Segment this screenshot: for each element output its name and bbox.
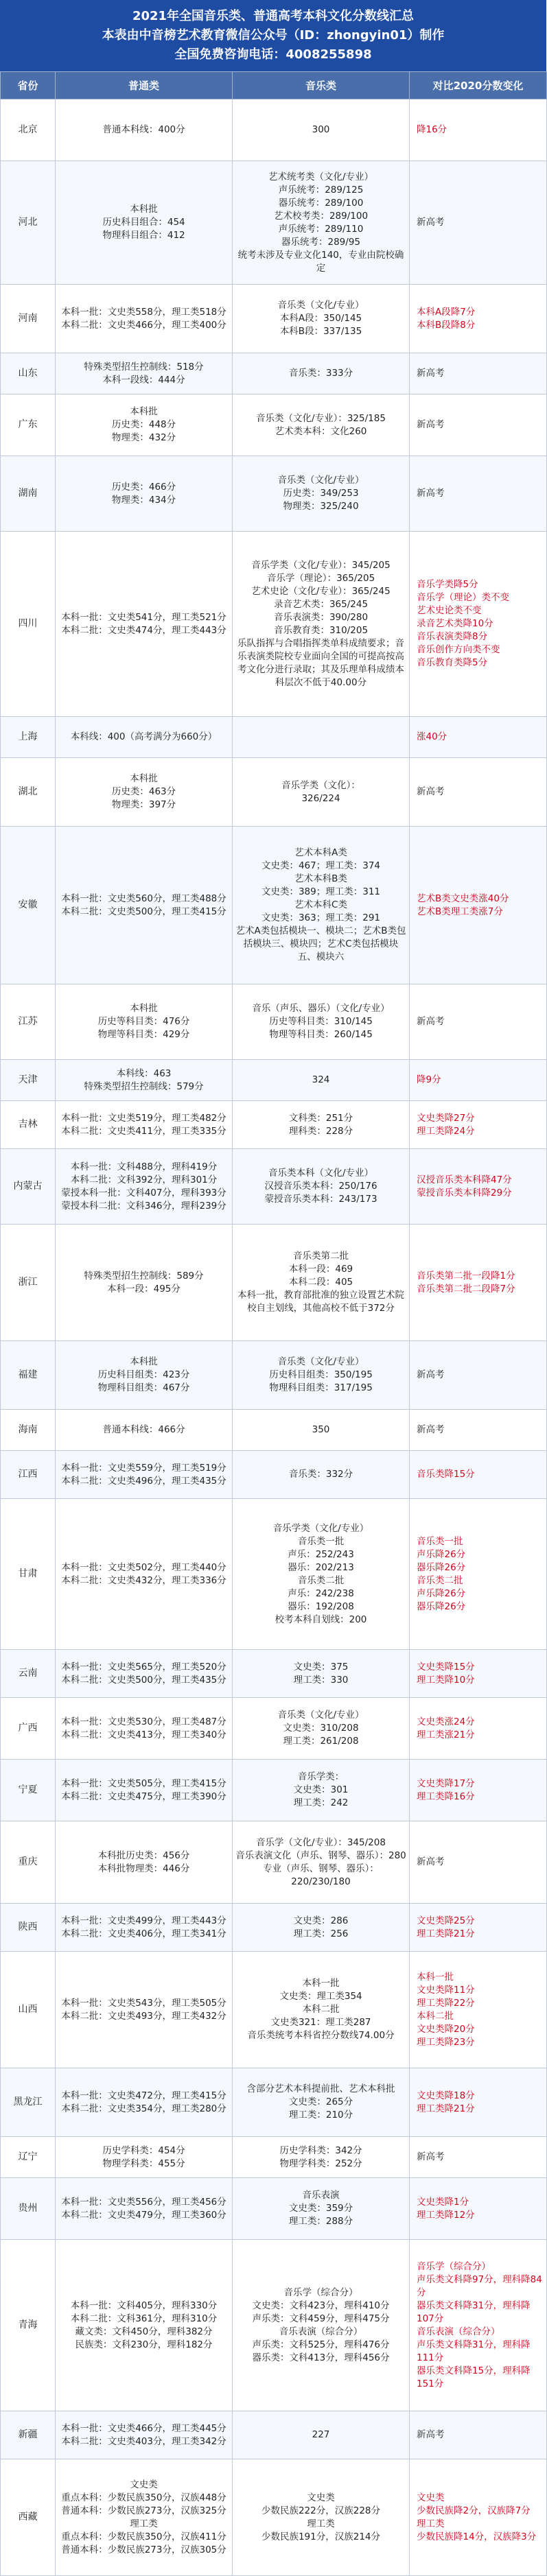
table-row <box>1 1149 547 1225</box>
music-cell <box>233 717 410 758</box>
general-cell: 本科批历史类：456分 本科批物理类：446分 <box>56 1821 233 1904</box>
general-cell: 本科一批：文史类502分，理工类440分 本科二批：文史类432分，理工类336分 <box>56 1499 233 1650</box>
col-header-change: 对比2020分数变化 <box>410 72 547 99</box>
change-cell: 文史类降1分 理工类降12分 <box>410 2178 547 2240</box>
table-row <box>1 1060 547 1101</box>
table-row <box>1 758 547 827</box>
table-header-row <box>1 72 547 99</box>
music-cell: 音乐类第二批 本科一段：469 本科二段：405 本科一批，教育部批准的独立设置艺术院校自主划线，其他高校不低于372分 <box>233 1225 410 1341</box>
col-header-music: 音乐类 <box>233 72 410 99</box>
table-row <box>1 1650 547 1698</box>
general-cell: 本科线：400（高考满分为660分） <box>56 717 233 758</box>
province-cell: 海南 <box>1 1410 56 1451</box>
general-cell: 普通本科线：466分 <box>56 1410 233 1451</box>
general-cell: 历史学科类：454分 物理学科类：455分 <box>56 2137 233 2178</box>
music-cell: 音乐类：332分 <box>233 1451 410 1499</box>
general-cell: 本科批 历史类：463分 物理类：397分 <box>56 758 233 827</box>
change-cell: 新高考 <box>410 2137 547 2178</box>
province-cell: 内蒙古 <box>1 1149 56 1225</box>
province-cell: 山东 <box>1 353 56 394</box>
table-row <box>1 717 547 758</box>
table-row <box>1 456 547 532</box>
province-cell: 黑龙江 <box>1 2068 56 2137</box>
general-cell: 本科线：463 特殊类型招生控制线：579分 <box>56 1060 233 1101</box>
table-row <box>1 827 547 984</box>
general-cell: 本科一批：文史类560分，理工类488分 本科二批：文史类500分，理工类415分 <box>56 827 233 984</box>
music-cell: 音乐类（文化/专业） 文史类：310/208 理工类：261/208 <box>233 1698 410 1760</box>
general-cell: 本科一批：文科488分，理科419分 本科二批：文科392分，理科301分 蒙授本科一批：文科407分，理科393分 蒙授本科二批：文科346分，理科239分 <box>56 1149 233 1225</box>
change-cell: 涨40分 <box>410 717 547 758</box>
change-cell: 文史类 少数民族降2分，汉族降7分 理工类 少数民族降14分，汉族降3分 <box>410 2459 547 2576</box>
col-header-general: 普通类 <box>56 72 233 99</box>
province-cell: 西藏 <box>1 2459 56 2576</box>
change-cell: 新高考 <box>410 1341 547 1410</box>
province-cell: 新疆 <box>1 2411 56 2459</box>
table-row <box>1 1225 547 1341</box>
general-cell: 本科批 历史等科目类：476分 物理等科目类：429分 <box>56 984 233 1060</box>
table-row <box>1 1760 547 1821</box>
table-row <box>1 984 547 1060</box>
change-cell: 本科A段降7分 本科B段降8分 <box>410 285 547 353</box>
music-cell: 300 <box>233 99 410 161</box>
province-cell: 山西 <box>1 1952 56 2068</box>
province-cell: 陕西 <box>1 1904 56 1952</box>
music-cell: 文科类：251分 理科类：228分 <box>233 1101 410 1149</box>
general-cell: 本科批 历史类：448分 物理类：432分 <box>56 394 233 456</box>
general-cell: 本科一批：文史类556分，理工类456分 本科二批：文史类479分，理工类360分 <box>56 2178 233 2240</box>
score-table <box>0 71 547 2576</box>
change-cell: 新高考 <box>410 456 547 532</box>
change-cell: 音乐类一批 声乐降26分 器乐降26分 音乐类二批 声乐降26分 器乐降26分 <box>410 1499 547 1650</box>
change-cell: 音乐类第二批一段降1分 音乐类第二批二段降7分 <box>410 1225 547 1341</box>
province-cell: 四川 <box>1 532 56 717</box>
province-cell: 湖南 <box>1 456 56 532</box>
table-row <box>1 1341 547 1410</box>
province-cell: 北京 <box>1 99 56 161</box>
table-row <box>1 1410 547 1451</box>
table-row <box>1 2459 547 2576</box>
province-cell: 辽宁 <box>1 2137 56 2178</box>
change-cell: 文史类降18分 理工类降21分 <box>410 2068 547 2137</box>
table-row <box>1 1101 547 1149</box>
general-cell: 本科一批：文史类530分，理工类487分 本科二批：文史类413分，理工类340分 <box>56 1698 233 1760</box>
general-cell: 本科一批：文史类559分，理工类519分 本科二批：文史类496分，理工类435分 <box>56 1451 233 1499</box>
table-row <box>1 2411 547 2459</box>
table-row <box>1 2068 547 2137</box>
music-cell: 艺术统考类（文化/专业） 声乐统考：289/125 器乐统考：289/100 艺术校考类：289/100 声乐统考：289/110 器乐统考：289/95 统考未涉及专业文化140，专业由院校确定 <box>233 161 410 285</box>
music-cell: 音乐学类（文化/专业）：345/205 音乐学（理论）：365/205 艺术史论（文化/专业）：365/245 录音艺术类：365/245 音乐表演类：390/280 音乐教育类：310/205 乐队指挥与合唱指挥类单科成绩要求；音乐表演类院校专业面向全国的可提高按高考文化分进行录取；其及乐理单科成绩本科层次不低于40.00分 <box>233 532 410 717</box>
province-cell: 宁夏 <box>1 1760 56 1821</box>
province-cell: 贵州 <box>1 2178 56 2240</box>
province-cell: 吉林 <box>1 1101 56 1149</box>
general-cell: 本科一批：文科405分，理科330分 本科二批：文科361分，理科310分 藏文类：文科450分，理科382分 民族类：文科230分，理科182分 <box>56 2240 233 2411</box>
province-cell: 重庆 <box>1 1821 56 1904</box>
general-cell: 历史类：466分 物理类：434分 <box>56 456 233 532</box>
change-cell: 音乐类降15分 <box>410 1451 547 1499</box>
music-cell: 音乐类本科（文化/专业） 汉授音乐类本科：250/176 蒙授音乐类本科：243/173 <box>233 1149 410 1225</box>
general-cell: 本科一批：文史类472分，理工类415分 本科二批：文史类354分，理工类280分 <box>56 2068 233 2137</box>
music-cell: 艺术本科A类 文史类：467；理工类：374 艺术本科B类 文史类：389；理工类：311 艺术本科C类 文史类：363；理工类：291 艺术A类包括模块一、模块二；艺术B类包括模块三、模块四；艺术C类包括模块五、模块六 <box>233 827 410 984</box>
province-cell: 安徽 <box>1 827 56 984</box>
province-cell: 天津 <box>1 1060 56 1101</box>
change-cell: 新高考 <box>410 394 547 456</box>
music-cell: 文史类 少数民族222分，汉族228分 理工类 少数民族191分，汉族214分 <box>233 2459 410 2576</box>
province-cell: 河北 <box>1 161 56 285</box>
change-cell: 文史类降15分 理工类降10分 <box>410 1650 547 1698</box>
music-cell: 含部分艺术本科提前批、艺术本科批 文史类：265分 理工类：210分 <box>233 2068 410 2137</box>
col-header-province: 省份 <box>1 72 56 99</box>
table-row <box>1 1451 547 1499</box>
header <box>0 0 546 71</box>
province-cell: 青海 <box>1 2240 56 2411</box>
table-row <box>1 1952 547 2068</box>
music-cell: 历史学科类：342分 物理学科类：252分 <box>233 2137 410 2178</box>
change-cell: 降9分 <box>410 1060 547 1101</box>
music-cell: 音乐类（文化/专业）：325/185 艺术类本科：文化260 <box>233 394 410 456</box>
table-row <box>1 1499 547 1650</box>
table-row <box>1 99 547 161</box>
table-row <box>1 1904 547 1952</box>
province-cell: 浙江 <box>1 1225 56 1341</box>
province-cell: 福建 <box>1 1341 56 1410</box>
table-row <box>1 2240 547 2411</box>
table-row <box>1 1698 547 1760</box>
general-cell: 本科一批：文史类505分，理工类415分 本科二批：文史类475分，理工类390分 <box>56 1760 233 1821</box>
change-cell: 文史类降27分 理工类降24分 <box>410 1101 547 1149</box>
music-cell: 文史类：375 理工类：330 <box>233 1650 410 1698</box>
province-cell: 湖北 <box>1 758 56 827</box>
table-row <box>1 1821 547 1904</box>
music-cell: 音乐学类（文化）： 326/224 <box>233 758 410 827</box>
change-cell: 汉授音乐类本科降47分 蒙授音乐类本科降29分 <box>410 1149 547 1225</box>
table-row <box>1 353 547 394</box>
header-phone: 全国免费咨询电话：4008255898 <box>174 47 372 62</box>
table-row <box>1 2178 547 2240</box>
music-cell: 音乐学类： 文史类：301 理工类：242 <box>233 1760 410 1821</box>
music-cell: 音乐类（文化/专业） 历史类：349/253 物理类：325/240 <box>233 456 410 532</box>
table-row <box>1 532 547 717</box>
change-cell: 音乐学类降5分 音乐学（理论）类不变 艺术史论类不变 录音艺术类降10分 音乐表演类降8分 音乐创作方向类不变 音乐教育类降5分 <box>410 532 547 717</box>
table-row <box>1 161 547 285</box>
music-cell: 音乐类（文化/专业） 历史科目组类：350/195 物理科目组类：317/195 <box>233 1341 410 1410</box>
change-cell: 新高考 <box>410 984 547 1060</box>
change-cell: 文史类涨24分 理工类涨21分 <box>410 1698 547 1760</box>
general-cell: 本科批 历史科目组合：454 物理科目组合：412 <box>56 161 233 285</box>
change-cell: 艺术B类文史类涨40分 艺术B类理工类涨7分 <box>410 827 547 984</box>
province-cell: 云南 <box>1 1650 56 1698</box>
province-cell: 广西 <box>1 1698 56 1760</box>
general-cell: 文史类 重点本科：少数民族350分，汉族448分 普通本科：少数民族273分，汉族325分 理工类 重点本科：少数民族350分，汉族411分 普通本科：少数民族273分，汉族305分 <box>56 2459 233 2576</box>
music-cell: 350 <box>233 1410 410 1451</box>
general-cell: 本科一批：文史类519分，理工类482分 本科二批：文史类411分，理工类335分 <box>56 1101 233 1149</box>
province-cell: 广东 <box>1 394 56 456</box>
general-cell: 特殊类型招生控制线：518分 本科一段线：444分 <box>56 353 233 394</box>
table-row <box>1 394 547 456</box>
change-cell: 新高考 <box>410 353 547 394</box>
change-cell: 文史类降25分 理工类降21分 <box>410 1904 547 1952</box>
music-cell: 227 <box>233 2411 410 2459</box>
change-cell: 音乐学（综合分） 声乐类文科降97分，理科降84分 器乐类文科降31分，理科降107分 音乐表演（综合分） 声乐类文科降31分，理科降111分 器乐类文科降15分，理科降151分 <box>410 2240 547 2411</box>
general-cell: 特殊类型招生控制线：589分 本科一段：495分 <box>56 1225 233 1341</box>
change-cell: 新高考 <box>410 161 547 285</box>
table-body <box>1 99 547 2576</box>
header-title: 2021年全国音乐类、普通高考本科文化分数线汇总 <box>132 9 415 23</box>
music-cell: 本科一批 文史类：理工类354 本科二批 文史类321：理工类287 音乐类统考本科省控分数线74.00分 <box>233 1952 410 2068</box>
province-cell: 江苏 <box>1 984 56 1060</box>
general-cell: 本科一批：文史类499分，理工类443分 本科二批：文史类406分，理工类341分 <box>56 1904 233 1952</box>
province-cell: 上海 <box>1 717 56 758</box>
province-cell: 河南 <box>1 285 56 353</box>
music-cell: 音乐类：333分 <box>233 353 410 394</box>
general-cell: 本科一批：文史类543分，理工类505分 本科二批：文史类493分，理工类432分 <box>56 1952 233 2068</box>
header-producer: 本表由中音榜艺术教育微信公众号（ID：zhongyin01）制作 <box>102 28 445 43</box>
change-cell: 新高考 <box>410 758 547 827</box>
music-cell: 音乐类（文化/专业） 本科A段：350/145 本科B段：337/135 <box>233 285 410 353</box>
music-cell: 音乐学（综合分） 文史类：文科423分，理科410分 声乐类：文科459分，理科475分 音乐表演（综合分） 声乐类：文科525分，理科476分 器乐类：文科413分，理科456分 <box>233 2240 410 2411</box>
music-cell: 音乐（声乐、器乐）（文化/专业） 历史等科目类：310/145 物理等科目类：260/145 <box>233 984 410 1060</box>
music-cell: 324 <box>233 1060 410 1101</box>
general-cell: 本科一批：文史类541分，理工类521分 本科二批：文史类474分，理工类443分 <box>56 532 233 717</box>
general-cell: 本科批 历史科目组类：423分 物理科目组类：467分 <box>56 1341 233 1410</box>
change-cell: 文史类降17分 理工类降16分 <box>410 1760 547 1821</box>
change-cell: 新高考 <box>410 1821 547 1904</box>
music-cell: 音乐学类（文化/专业） 音乐类一批 声乐：252/243 器乐：202/213 音乐类二批 声乐：242/238 器乐：192/208 校考本科自划线：200 <box>233 1499 410 1650</box>
province-cell: 甘肃 <box>1 1499 56 1650</box>
general-cell: 普通本科线：400分 <box>56 99 233 161</box>
general-cell: 本科一批：文史类466分，理工类445分 本科二批：文史类403分，理工类342分 <box>56 2411 233 2459</box>
province-cell: 江西 <box>1 1451 56 1499</box>
general-cell: 本科一批：文史类558分，理工类518分 本科二批：文史类466分，理工类400分 <box>56 285 233 353</box>
music-cell: 音乐学（文化/专业）：345/208 音乐表演文化（声乐、钢琴、器乐）：280 专业（声乐、钢琴、器乐）：220/230/180 <box>233 1821 410 1904</box>
table-row <box>1 2137 547 2178</box>
music-cell: 文史类：286 理工类：256 <box>233 1904 410 1952</box>
change-cell: 本科一批 文史类降11分 理工类降22分 本科二批 文史类降20分 理工类降23分 <box>410 1952 547 2068</box>
general-cell: 本科一批：文史类565分，理工类520分 本科二批：文史类500分，理工类435分 <box>56 1650 233 1698</box>
change-cell: 新高考 <box>410 2411 547 2459</box>
music-cell: 音乐表演 文史类：359分 理工类：288分 <box>233 2178 410 2240</box>
change-cell: 新高考 <box>410 1410 547 1451</box>
table-row <box>1 285 547 353</box>
change-cell: 降16分 <box>410 99 547 161</box>
